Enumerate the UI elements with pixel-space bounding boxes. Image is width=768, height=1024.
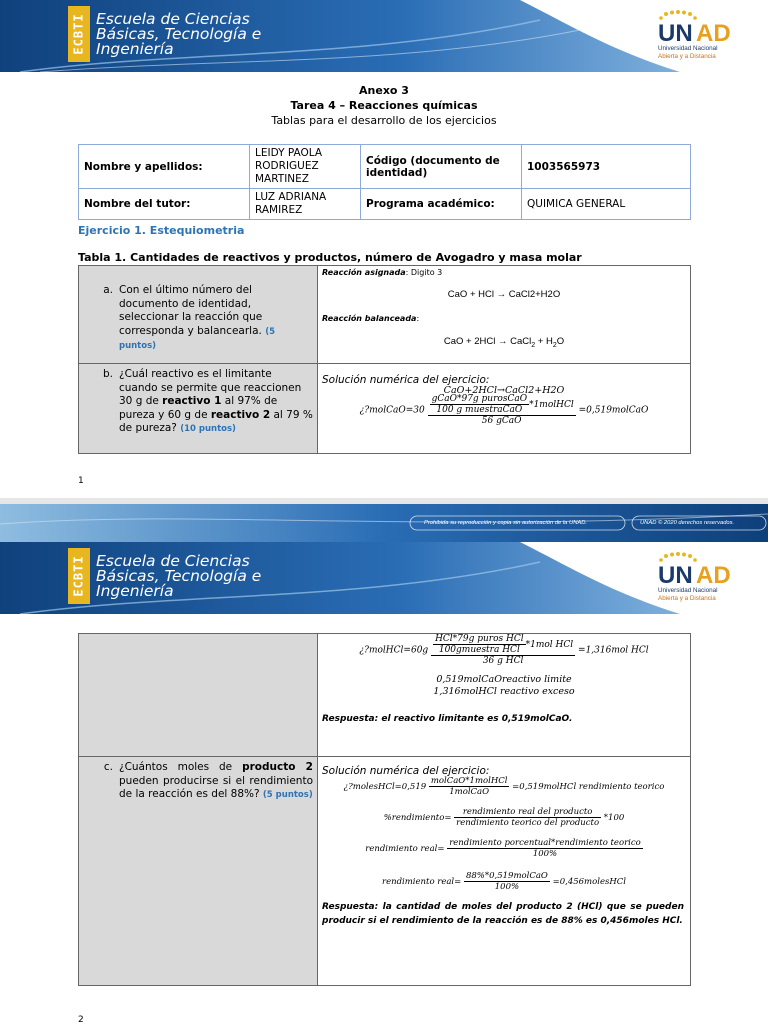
tutor-label: Nombre del tutor:: [79, 189, 250, 220]
svg-text:AD: AD: [696, 20, 731, 44]
solution-b: [318, 364, 691, 454]
school-name: Escuela de Ciencias Básicas, Tecnología e Ingeniería: [96, 10, 262, 58]
answer-c: Respuesta: la cantidad de moles del producto 2 (HCl) que se pueden producir si el rendimiento de la reacción es de 88% es 0,456moles HCl.: [322, 902, 684, 926]
unad-logo: [656, 10, 742, 66]
solution-a: Reacción asignada: Digito 3 CaO + HCl → CaCl2+H2O Reacción balanceada: CaO + 2HCl → CaCl$_2$ + $H_2O$: [318, 266, 691, 364]
ecbti-label: ECBTI: [68, 548, 90, 604]
question-b-continued: [79, 634, 318, 757]
table-row: [79, 634, 691, 757]
school-name: Escuela de Ciencias Básicas, Tecnología e Ingeniería: [96, 552, 262, 600]
name-label: Nombre y apellidos:: [79, 145, 250, 189]
copyright-notice: Prohibida su reproducción y copia sin autorización de la UNAD.: [424, 520, 588, 526]
unad-subtitle-2: Abierta y a Distancia: [658, 53, 716, 60]
points-badge: (10 puntos): [180, 424, 236, 434]
footer-strip: [0, 504, 768, 542]
svg-text:AD: AD: [696, 562, 731, 586]
equation-mol-hcl: ¿?molHCl=60g HCl*79g puros HCl 100gmuestra HCl *1mol HCl 36 g HCl =1,316mol HCl: [359, 634, 649, 666]
rights-notice: UNAD © 2020 derechos reservados.: [640, 520, 735, 526]
solution-c: [318, 757, 691, 986]
annex-title: Anexo 3: [359, 84, 409, 97]
ecbti-label: ECBTI: [68, 6, 90, 62]
task-title: Tarea 4 – Reacciones químicas: [290, 99, 478, 112]
unad-logo: [656, 552, 742, 608]
header-banner: [0, 0, 768, 72]
question-text: ¿Cuál reactivo es el limitante cuando se permite que reaccionen 30 g de reactivo 1 al 97% de pureza y 60 g de reactivo 2 al 79 % de pureza? (10 puntos): [119, 368, 313, 434]
program-value: QUIMICA GENERAL: [522, 189, 691, 220]
document-page-1: [0, 0, 768, 498]
exercise-table-page1: [78, 265, 691, 454]
points-badge: (5 puntos): [119, 326, 276, 351]
equation-real-yield-result: rendimiento real= 88%*0,519molCaO 100% =0,456molesHCl: [382, 871, 626, 892]
id-value: 1003565973: [522, 145, 691, 189]
unad-subtitle-2: Abierta y a Distancia: [658, 595, 716, 602]
question-text: Con el último número del documento de identidad, seleccionar la reacción que corresponda y balancearla. (5 puntos): [119, 284, 276, 351]
limiting-result: 0,519molCaOreactivo limite 1,316molHCl reactivo exceso: [433, 674, 575, 697]
tutor-value: LUZ ADRIANA RAMIREZ: [250, 189, 361, 220]
svg-text:UN: UN: [658, 562, 693, 586]
points-badge: (5 puntos): [262, 790, 313, 800]
question-b: [79, 364, 318, 454]
unad-logo-icon: [656, 552, 736, 586]
exercise-table-page2: [78, 633, 691, 986]
question-text: ¿Cuántos moles de producto 2 pueden producirse si el rendimiento de la reacción es del 88%? (5 puntos): [119, 761, 313, 800]
question-c: [79, 757, 318, 986]
solution-label: Solución numérica del ejercicio:: [322, 374, 490, 386]
table-title: Tabla 1. Cantidades de reactivos y productos, número de Avogadro y masa molar: [78, 251, 582, 264]
equation-percent-yield: %rendimiento= rendimiento real del producto rendimiento teorico del producto *100: [383, 807, 625, 828]
solution-b-continued: [318, 634, 691, 757]
solution-label: Solución numérica del ejercicio:: [322, 765, 490, 777]
question-letter: a.: [103, 284, 113, 296]
equation-real-yield: rendimiento real= rendimiento porcentual*rendimiento teorico 100%: [365, 838, 641, 859]
svg-text:UN: UN: [658, 20, 693, 44]
equation-mol-cao: ¿?molCaO=30 gCaO*97g purosCaO 100 g muestraCaO *1molHCl 56 gCaO =0,519molCaO: [359, 394, 649, 426]
header-banner: [0, 542, 768, 614]
equation-reaction: CaO+2HCl→CaCl2+H2O: [443, 385, 565, 396]
doc-subtitle: Tablas para el desarrollo de los ejercicios: [271, 114, 497, 127]
question-letter: c.: [103, 761, 113, 773]
equation-moles-hcl: ¿?molesHCl=0,519 molCaO*1molHCl 1molCaO =0,519molHCl rendimiento teorico: [343, 776, 665, 797]
assigned-reaction: CaO + HCl → CaCl2+H2O: [447, 289, 561, 300]
balanced-reaction: CaO + 2HCl → CaCl$_2$ + $H_2O$: [443, 336, 565, 349]
page-number: 2: [78, 1015, 84, 1024]
name-value: LEIDY PAOLA RODRIGUEZ MARTINEZ: [250, 145, 361, 189]
exercise-title: Ejercicio 1. Estequiometria: [78, 224, 245, 237]
id-label: Código (documento de identidad): [361, 145, 522, 189]
answer-b: Respuesta: el reactivo limitante es 0,519molCaO.: [322, 714, 573, 724]
program-label: Programa académico:: [361, 189, 522, 220]
question-letter: b.: [102, 368, 113, 380]
table-row: [79, 266, 691, 364]
question-a: [79, 266, 318, 364]
table-row: [79, 757, 691, 986]
unad-subtitle-1: Universidad Nacional: [658, 45, 718, 52]
page-number: 1: [78, 476, 84, 486]
document-page-2: [0, 504, 768, 1024]
student-info-table: [78, 144, 691, 220]
unad-subtitle-1: Universidad Nacional: [658, 587, 718, 594]
table-row: [79, 364, 691, 454]
unad-logo-icon: [656, 10, 736, 44]
